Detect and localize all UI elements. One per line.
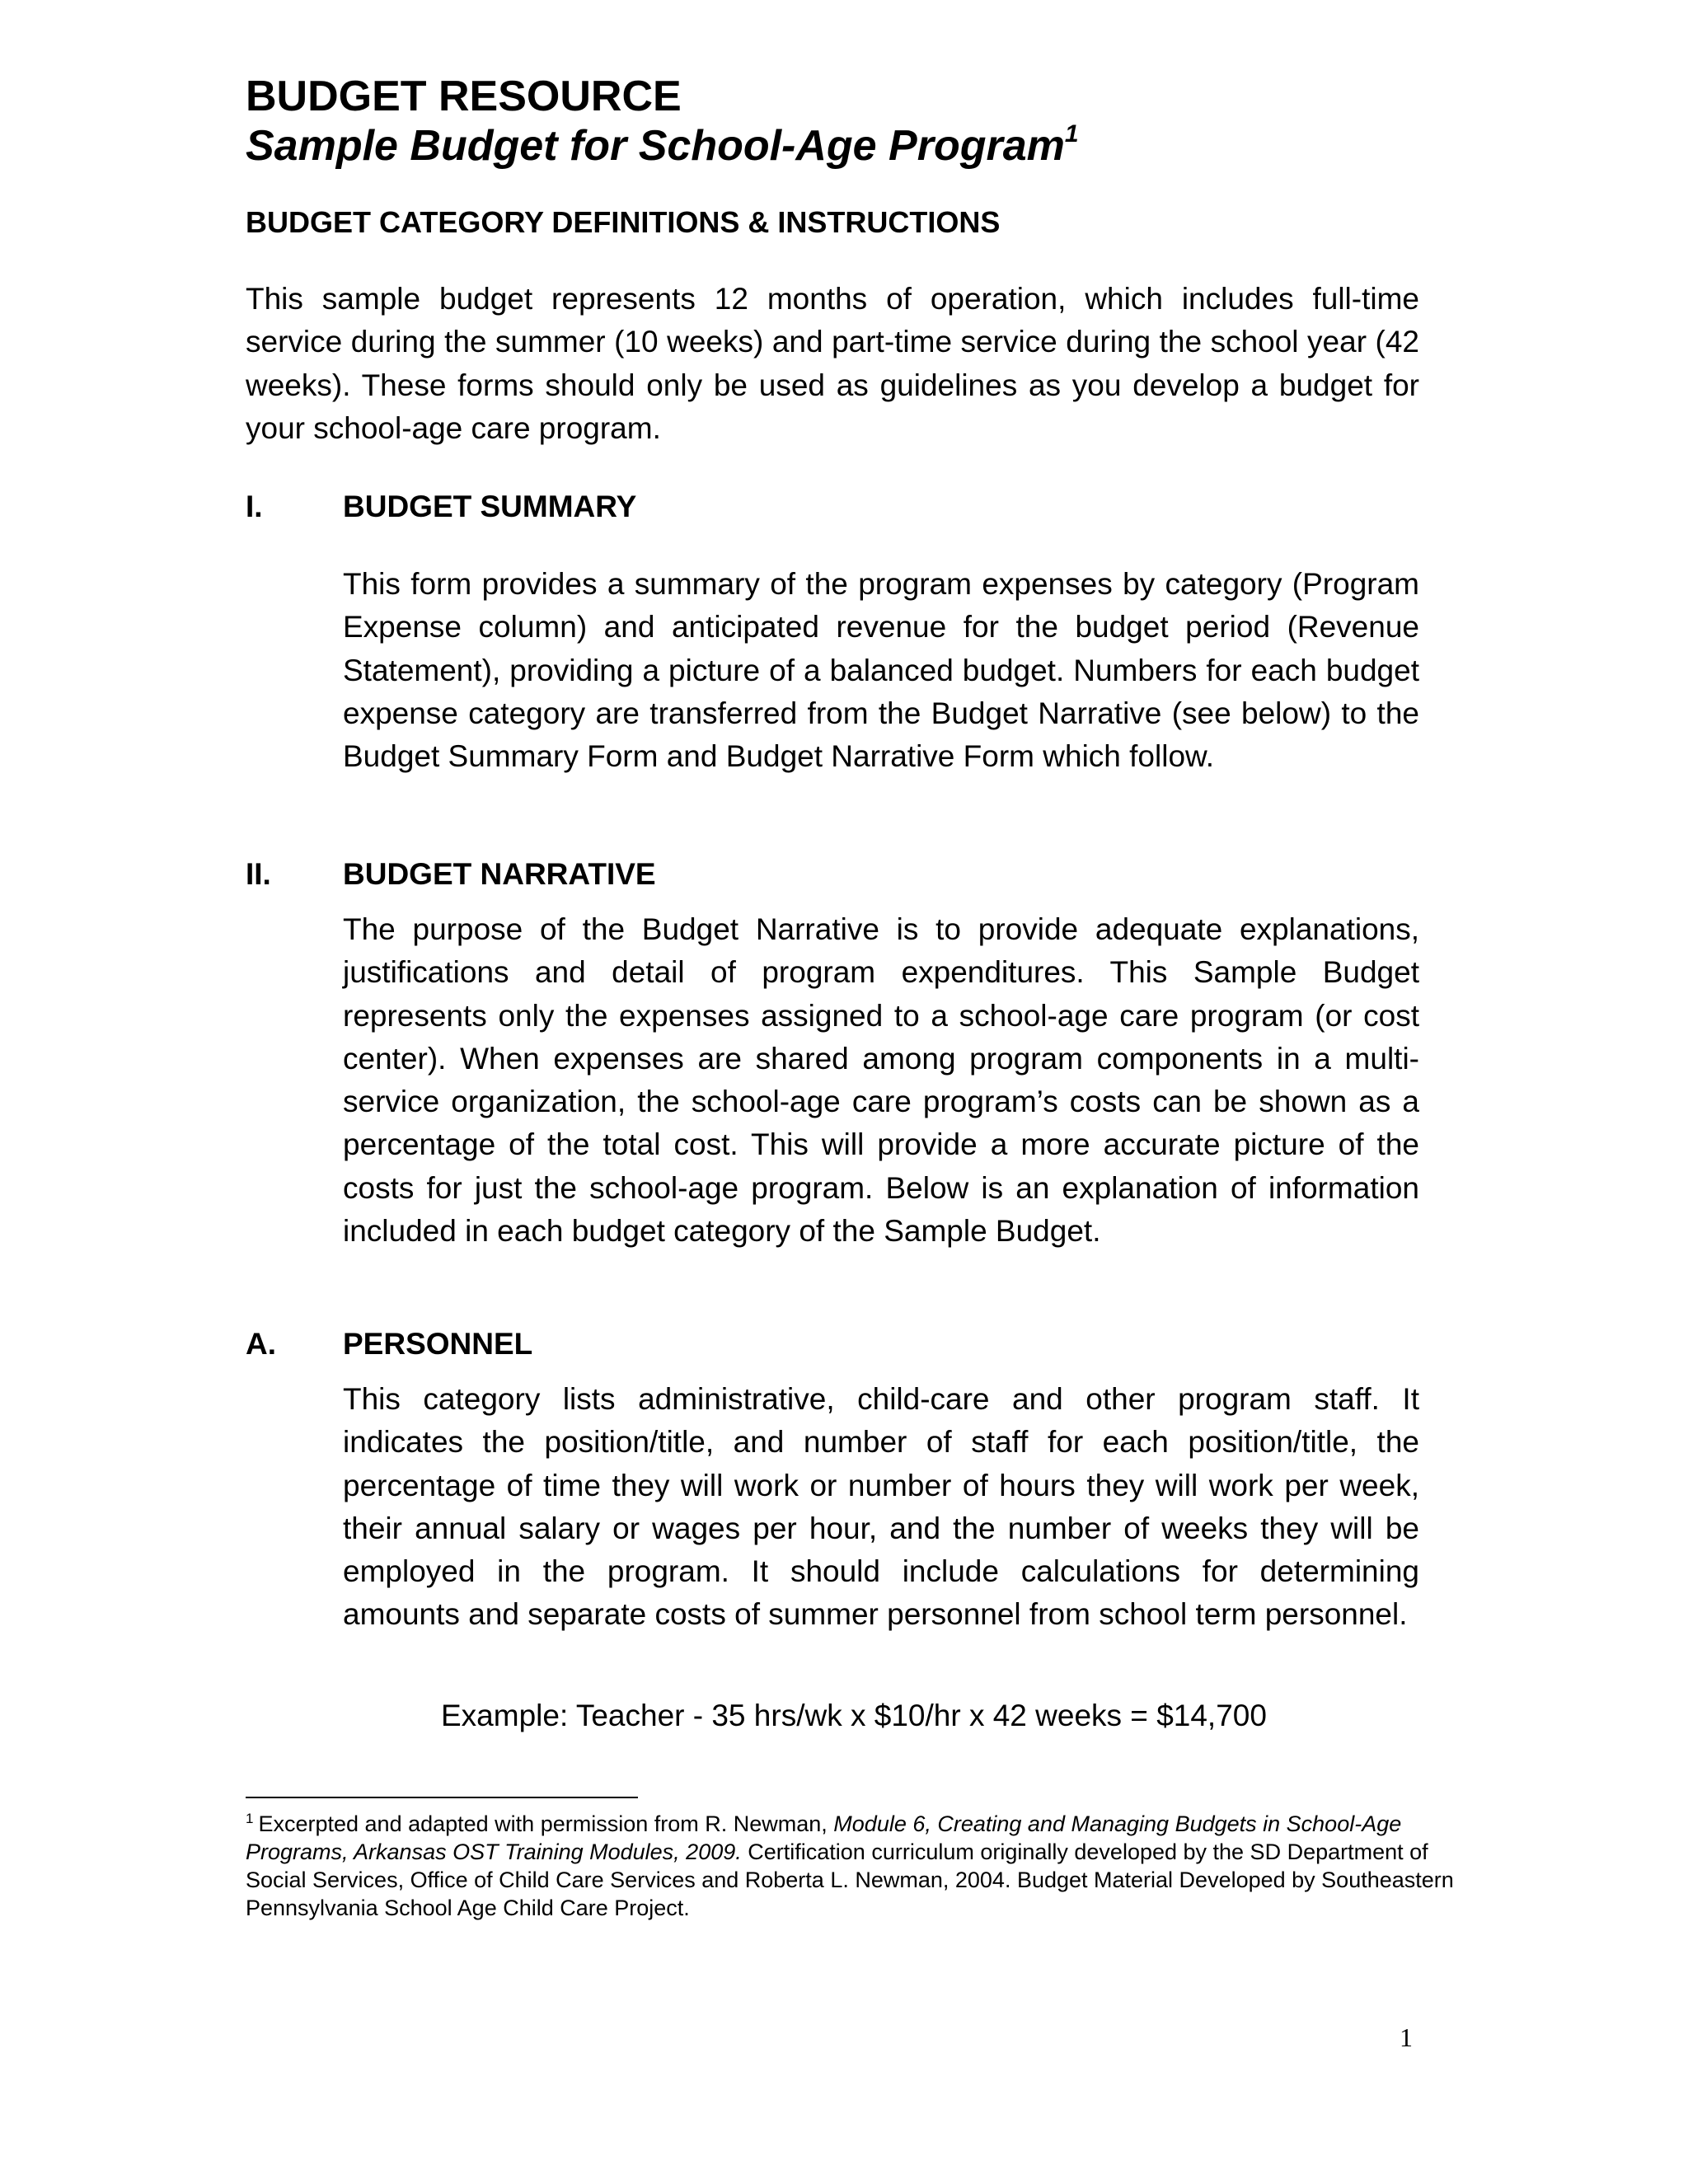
subtitle-text: Sample Budget for School-Age Program — [246, 122, 1065, 170]
section-heading: BUDGET CATEGORY DEFINITIONS & INSTRUCTIONS — [246, 205, 1001, 239]
section-title-budget-summary: BUDGET SUMMARY — [343, 490, 637, 523]
section-title-budget-narrative: BUDGET NARRATIVE — [343, 857, 656, 891]
section-number-i: I. — [246, 490, 263, 523]
intro-paragraph: This sample budget represents 12 months of operation, which includes full-time service during the summer (10 weeks) and part-time service during the school year (42 weeks). These forms should only be used as guidelines as you develop a budget for your school-age care program. — [246, 282, 1419, 445]
footnote — [246, 1810, 1474, 1922]
footnote-italic-title: Module 6, Creating and Managing Budgets in School-Age Programs, Arkansas OST Training Modules, 2009. — [246, 1811, 1402, 1864]
section-number-ii: II. — [246, 857, 271, 891]
page-number: 1 — [1400, 2022, 1413, 2052]
footnote-text-before: Excerpted and adapted with permission from R. Newman, — [258, 1811, 834, 1836]
section-number-a: A. — [246, 1327, 276, 1361]
section-body-personnel: This category lists administrative, child-care and other program staff. It indicates the position/title, and number of staff for each position/title, the percentage of time they will work or number of hours they will work per week, their annual salary or wages per hour, and the number of weeks they will be employed in the program. It should include calculations for determining amounts and separate costs of summer personnel from school term personnel. — [343, 1382, 1419, 1632]
document-subtitle — [246, 120, 1079, 171]
footnote-divider — [246, 1797, 638, 1798]
footnote-text-after: Certification curriculum originally developed by the SD Department of Social Services, Office of Child Care Services and Roberta L. Newman, 2004. Budget Material Developed by Southeastern Pennsylvania School Age Child Care Project. — [246, 1840, 1454, 1920]
personnel-example: Example: Teacher - 35 hrs/wk x $10/hr x 42 weeks = $14,700 — [441, 1699, 1267, 1732]
section-body-budget-narrative: The purpose of the Budget Narrative is to provide adequate explanations, justifications and detail of program expenditures. This Sample Budget represents only the expenses assigned to a school-age care program (or cost center). When expenses are shared among program components in a multi-service organization, the school-age care program’s costs can be shown as a percentage of the total cost. This will provide a more accurate picture of the costs for just the school-age program. Below is an explanation of information included in each budget category of the Sample Budget. — [343, 912, 1419, 1249]
footnote-reference: 1 — [1064, 120, 1079, 148]
document-title: BUDGET RESOURCE — [246, 73, 682, 120]
footnote-marker: 1 — [246, 1811, 254, 1826]
section-body-budget-summary: This form provides a summary of the program expenses by category (Program Expense column) and anticipated revenue for the budget period (Revenue Statement), providing a picture of a balanced budget. Numbers for each budget expense category are transferred from the Budget Narrative (see below) to the Budget Summary Form and Budget Narrative Form which follow. — [343, 567, 1419, 774]
section-title-personnel: PERSONNEL — [343, 1327, 533, 1361]
